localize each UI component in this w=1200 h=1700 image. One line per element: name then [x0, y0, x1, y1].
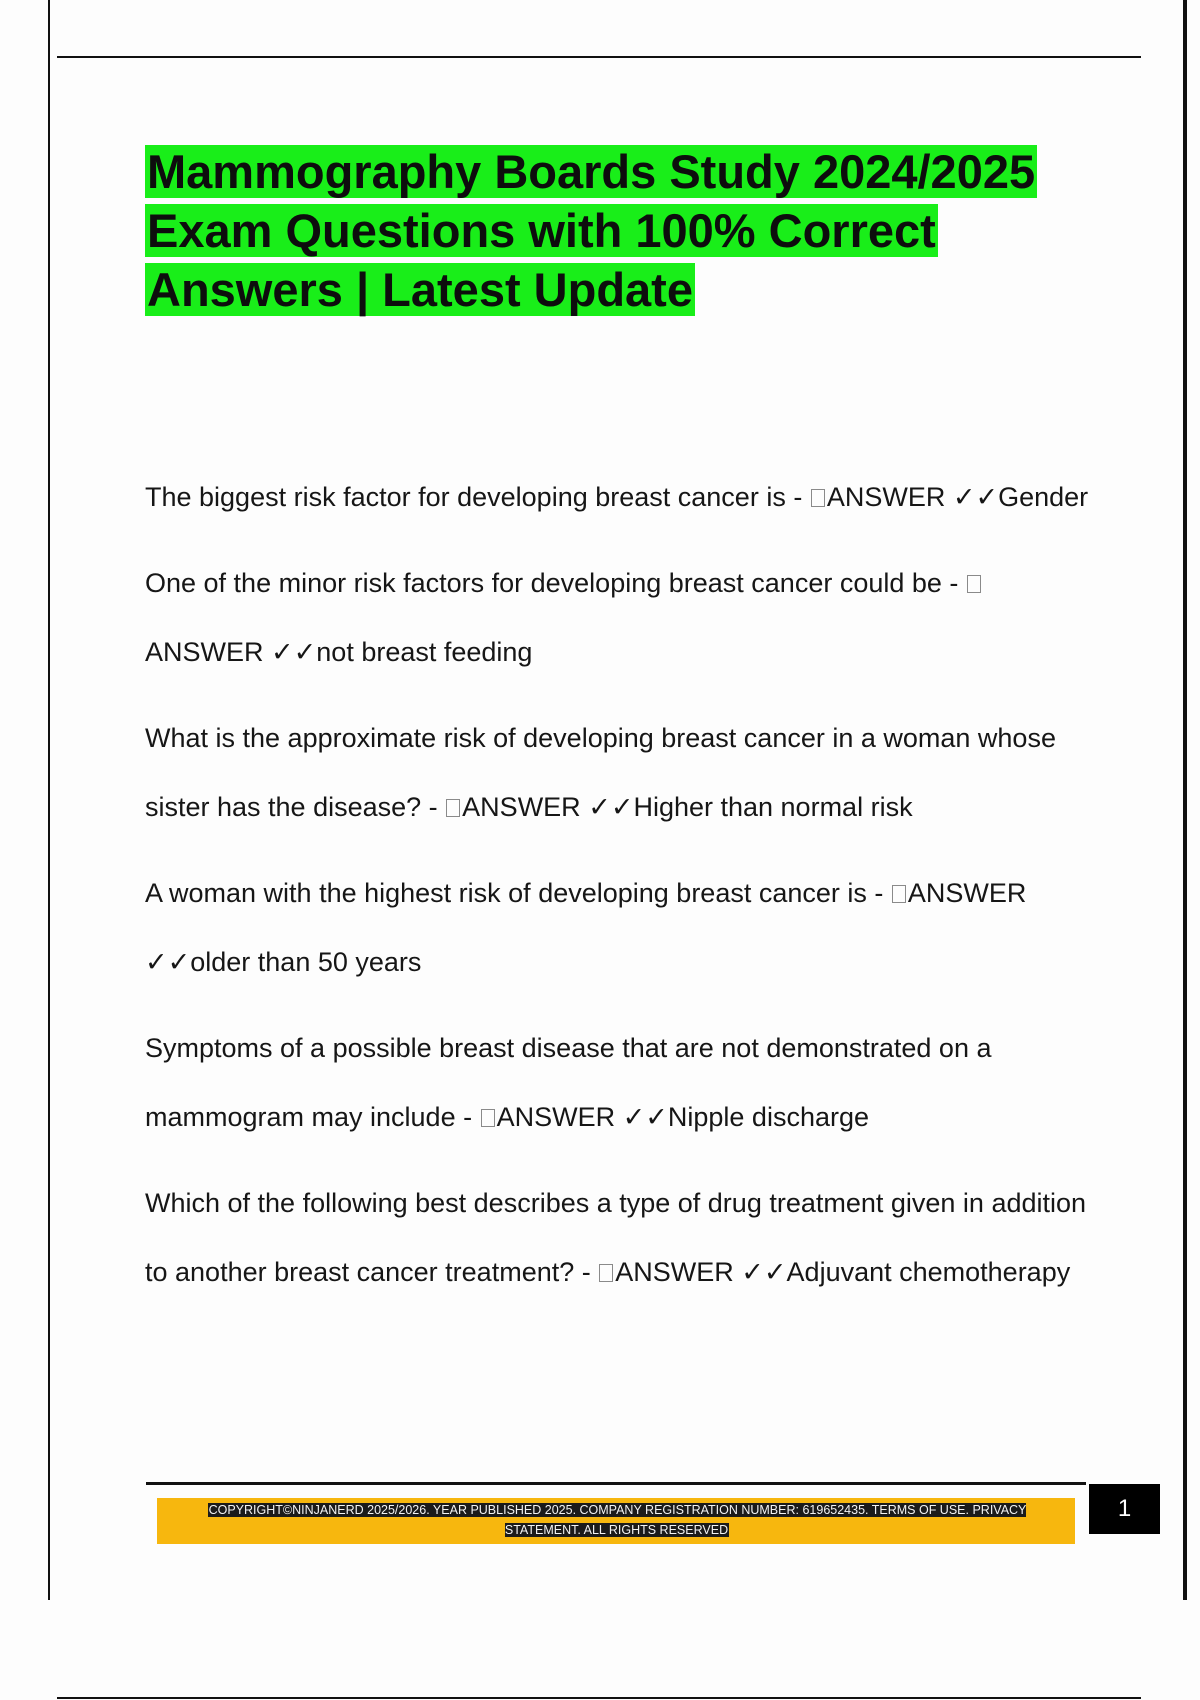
question-text: What is the approximate risk of developing breast cancer in a woman whose sister has the disease? -	[145, 723, 1056, 822]
document-title	[145, 142, 1105, 319]
check-icon: ✓✓	[271, 637, 317, 667]
answer-marker-icon	[599, 1264, 613, 1282]
answer-marker-icon	[811, 489, 825, 507]
question-text: Symptoms of a possible breast disease that are not demonstrated on a mammogram may include -	[145, 1033, 992, 1132]
answer-marker-icon	[481, 1109, 495, 1127]
page-border-left	[48, 0, 50, 1600]
qa-item	[145, 704, 1095, 842]
page-border-right	[1183, 0, 1187, 1600]
answer-label: ANSWER	[496, 1102, 616, 1132]
check-icon: ✓✓	[622, 1102, 668, 1132]
answer-marker-icon	[446, 799, 460, 817]
copyright-text: COPYRIGHT©NINJANERD 2025/2026. YEAR PUBLISHED 2025. COMPANY REGISTRATION NUMBER: 619652435. TERMS OF USE. PRIVACY STATEMENT. ALL RIGHTS RESERVED	[208, 1503, 1027, 1537]
answer-label: ANSWER	[462, 792, 581, 822]
answer-marker-icon	[967, 575, 981, 593]
answer-text: Adjuvant chemotherapy	[786, 1257, 1071, 1287]
question-text: The biggest risk factor for developing breast cancer is -	[145, 482, 803, 512]
answer-label: ANSWER	[615, 1257, 734, 1287]
title-highlight: Mammography Boards Study 2024/2025 Exam Questions with 100% Correct Answers | Latest Update	[147, 145, 1036, 316]
qa-item	[145, 549, 1095, 687]
check-icon: ✓✓	[145, 947, 191, 977]
qa-item	[145, 1014, 1095, 1152]
qa-item	[145, 859, 1095, 997]
answer-text: not breast feeding	[316, 637, 533, 667]
question-text: Which of the following best describes a type of drug treatment given in addition to another breast cancer treatment? -	[145, 1188, 1087, 1287]
answer-text: older than 50 years	[190, 947, 422, 977]
question-text: A woman with the highest risk of developing breast cancer is -	[145, 878, 884, 908]
qa-list	[145, 463, 1095, 1324]
page-number: 1	[1089, 1484, 1160, 1534]
answer-label: ANSWER	[826, 482, 946, 512]
footer-rule	[146, 1482, 1086, 1485]
qa-item	[145, 463, 1095, 532]
check-icon: ✓✓	[741, 1257, 787, 1287]
header-rule	[57, 56, 1141, 58]
check-icon: ✓✓	[588, 792, 634, 822]
answer-label: ANSWER	[907, 878, 1027, 908]
answer-text: Gender	[998, 482, 1089, 512]
answer-text: Nipple discharge	[667, 1102, 870, 1132]
next-page-rule	[57, 1697, 1141, 1699]
question-text: One of the minor risk factors for developing breast cancer could be -	[145, 568, 959, 598]
answer-text: Higher than normal risk	[633, 792, 913, 822]
check-icon: ✓✓	[952, 482, 999, 512]
qa-item	[145, 1169, 1095, 1307]
copyright-notice	[170, 1500, 1064, 1540]
answer-marker-icon	[892, 885, 906, 903]
answer-label: ANSWER	[145, 637, 264, 667]
